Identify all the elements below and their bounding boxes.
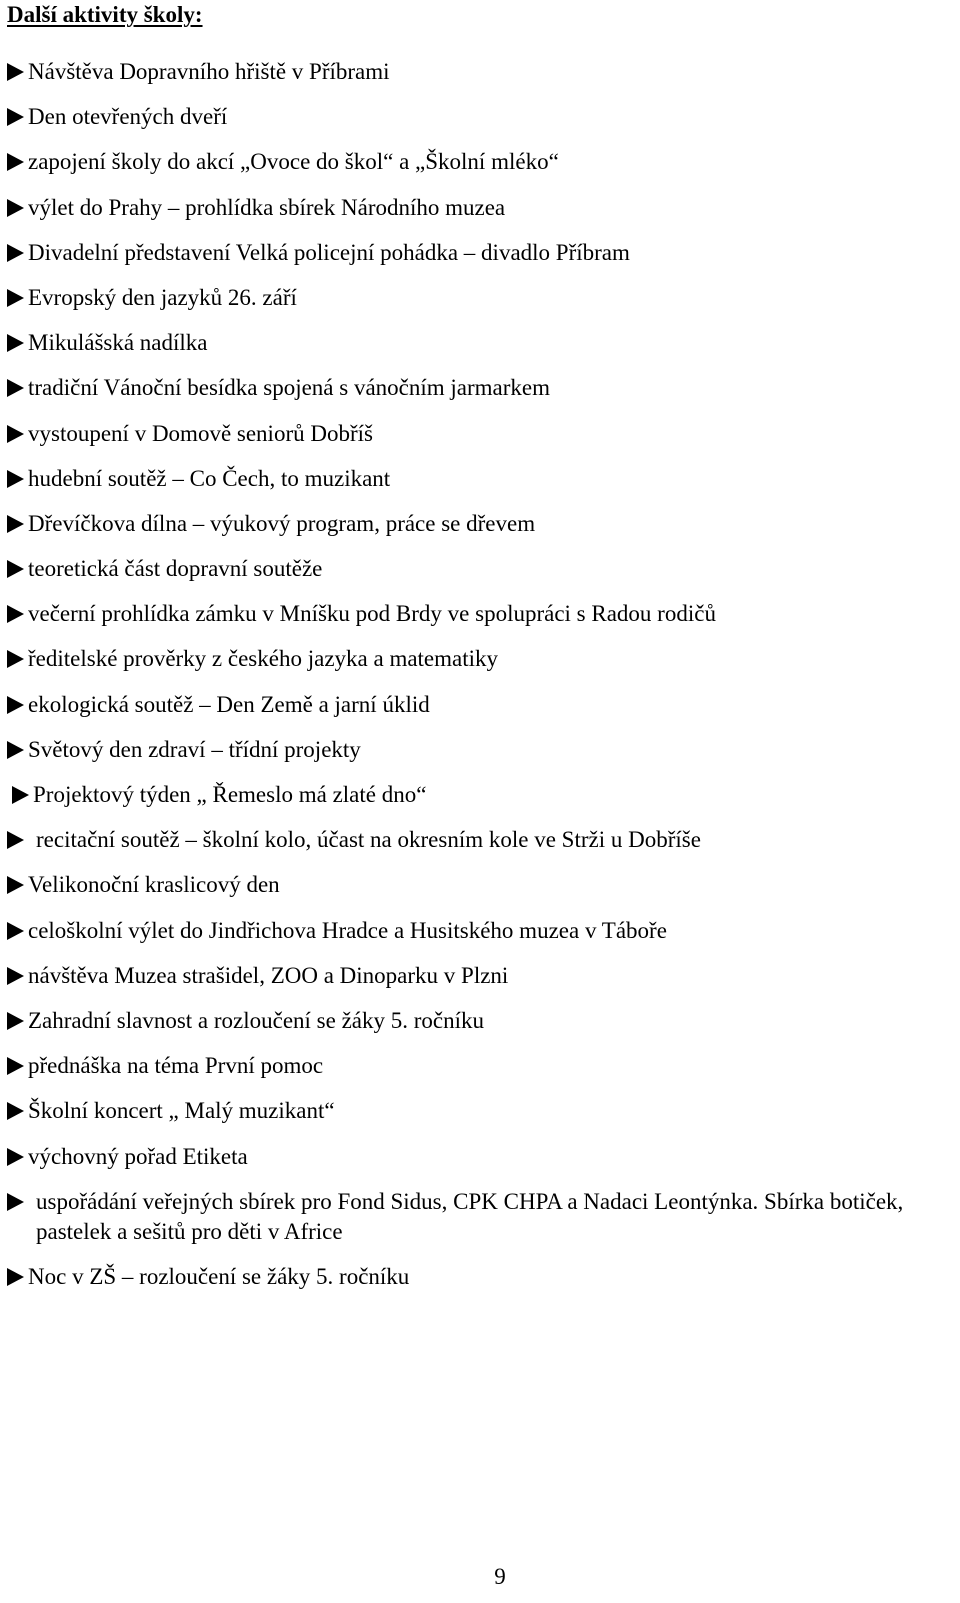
list-item-text: tradiční Vánoční besídka spojená s vánočním jarmarkem	[28, 375, 551, 401]
triangle-bullet-icon	[7, 199, 24, 217]
list-item-text: vystoupení v Domově seniorů Dobříš	[28, 420, 373, 446]
list-item	[7, 825, 957, 855]
triangle-bullet-icon	[7, 876, 24, 894]
list-item	[7, 870, 957, 900]
list-item-text: celoškolní výlet do Jindřichova Hradce a Husitského muzea v Táboře	[28, 917, 667, 943]
triangle-bullet-icon	[7, 425, 24, 443]
list-item-text: ekologická soutěž – Den Země a jarní úklid	[28, 691, 430, 717]
list-item	[7, 373, 957, 403]
list-item-text: Velikonoční kraslicový den	[28, 872, 280, 898]
triangle-bullet-icon	[7, 696, 24, 714]
triangle-bullet-icon	[7, 1057, 24, 1075]
list-item-text: přednáška na téma První pomoc	[28, 1053, 324, 1079]
list-item	[7, 283, 957, 313]
triangle-bullet-icon	[7, 153, 24, 171]
triangle-bullet-icon	[7, 63, 24, 81]
list-item-text: výlet do Prahy – prohlídka sbírek Národního muzea	[28, 194, 506, 220]
list-item	[7, 690, 957, 720]
triangle-bullet-icon	[7, 1148, 24, 1166]
activities-list	[7, 57, 957, 1307]
list-item-text: Noc v ZŠ – rozloučení se žáky 5. ročníku	[28, 1263, 410, 1289]
triangle-bullet-icon	[7, 1268, 24, 1286]
triangle-bullet-icon	[7, 470, 24, 488]
list-item-text: Zahradní slavnost a rozloučení se žáky 5. ročníku	[28, 1007, 485, 1033]
list-item-text: hudební soutěž – Co Čech, to muzikant	[28, 465, 391, 491]
list-item	[7, 599, 957, 629]
list-item	[7, 1142, 957, 1172]
list-item	[7, 328, 957, 358]
section-heading: Další aktivity školy:	[7, 2, 203, 27]
triangle-bullet-icon	[7, 1012, 24, 1030]
triangle-bullet-icon	[7, 560, 24, 578]
list-item-text: Den otevřených dveří	[28, 104, 228, 130]
list-item	[7, 464, 957, 494]
list-item-text: výchovný pořad Etiketa	[28, 1143, 248, 1169]
list-item-text: Světový den zdraví – třídní projekty	[28, 736, 361, 762]
list-item-text: Projektový týden „ Řemeslo má zlaté dno“	[33, 782, 427, 807]
triangle-bullet-icon	[7, 967, 24, 985]
list-item-text: Dřevíčkova dílna – výukový program, práce se dřevem	[28, 510, 536, 536]
list-item	[7, 554, 957, 584]
list-item	[7, 193, 957, 223]
triangle-bullet-icon	[7, 650, 24, 668]
list-item	[7, 1096, 957, 1126]
list-item-text: uspořádání veřejných sbírek pro Fond Sidus, CPK CHPA a Nadaci Leontýnka. Sbírka botiček, pastelek a sešitů pro děti v Africe	[36, 1188, 904, 1244]
list-item	[7, 735, 957, 765]
list-item	[7, 147, 957, 177]
triangle-bullet-icon	[7, 289, 24, 307]
list-item	[7, 1187, 957, 1247]
list-item	[7, 57, 957, 87]
list-item	[7, 1051, 957, 1081]
list-item-text: Mikulášská nadílka	[28, 330, 208, 356]
triangle-bullet-icon	[7, 741, 24, 759]
list-item	[7, 961, 957, 991]
list-item-text: večerní prohlídka zámku v Mníšku pod Brdy ve spolupráci s Radou rodičů	[28, 601, 716, 627]
triangle-bullet-icon	[7, 831, 24, 849]
page-number: 9	[494, 1564, 506, 1589]
list-item	[7, 780, 957, 810]
triangle-bullet-icon	[7, 1193, 24, 1211]
list-item-text: teoretická část dopravní soutěže	[28, 556, 323, 582]
list-item	[7, 644, 957, 674]
triangle-bullet-icon	[7, 515, 24, 533]
triangle-bullet-icon	[7, 334, 24, 352]
list-item	[7, 419, 957, 449]
list-item	[7, 1262, 957, 1292]
triangle-bullet-icon	[7, 605, 24, 623]
list-item-text: zapojení školy do akcí „Ovoce do škol“ a „Školní mléko“	[28, 149, 559, 175]
list-item-text: návštěva Muzea strašidel, ZOO a Dinoparku v Plzni	[28, 962, 509, 988]
list-item	[7, 509, 957, 539]
triangle-bullet-icon	[7, 1102, 24, 1120]
triangle-bullet-icon	[7, 379, 24, 397]
triangle-bullet-icon	[12, 786, 29, 804]
list-item	[7, 102, 957, 132]
list-item	[7, 238, 957, 268]
list-item	[7, 916, 957, 946]
list-item-text: Školní koncert „ Malý muzikant“	[28, 1098, 335, 1124]
triangle-bullet-icon	[7, 922, 24, 940]
list-item	[7, 1006, 957, 1036]
list-item-text: Evropský den jazyků 26. září	[28, 284, 297, 310]
list-item-text: Divadelní představení Velká policejní pohádka – divadlo Příbram	[28, 239, 630, 265]
list-item-text: ředitelské prověrky z českého jazyka a matematiky	[28, 646, 499, 672]
triangle-bullet-icon	[7, 244, 24, 262]
list-item-text: recitační soutěž – školní kolo, účast na okresním kole ve Strži u Dobříše	[36, 827, 701, 853]
triangle-bullet-icon	[7, 108, 24, 126]
list-item-text: Návštěva Dopravního hřiště v Příbrami	[28, 59, 390, 84]
